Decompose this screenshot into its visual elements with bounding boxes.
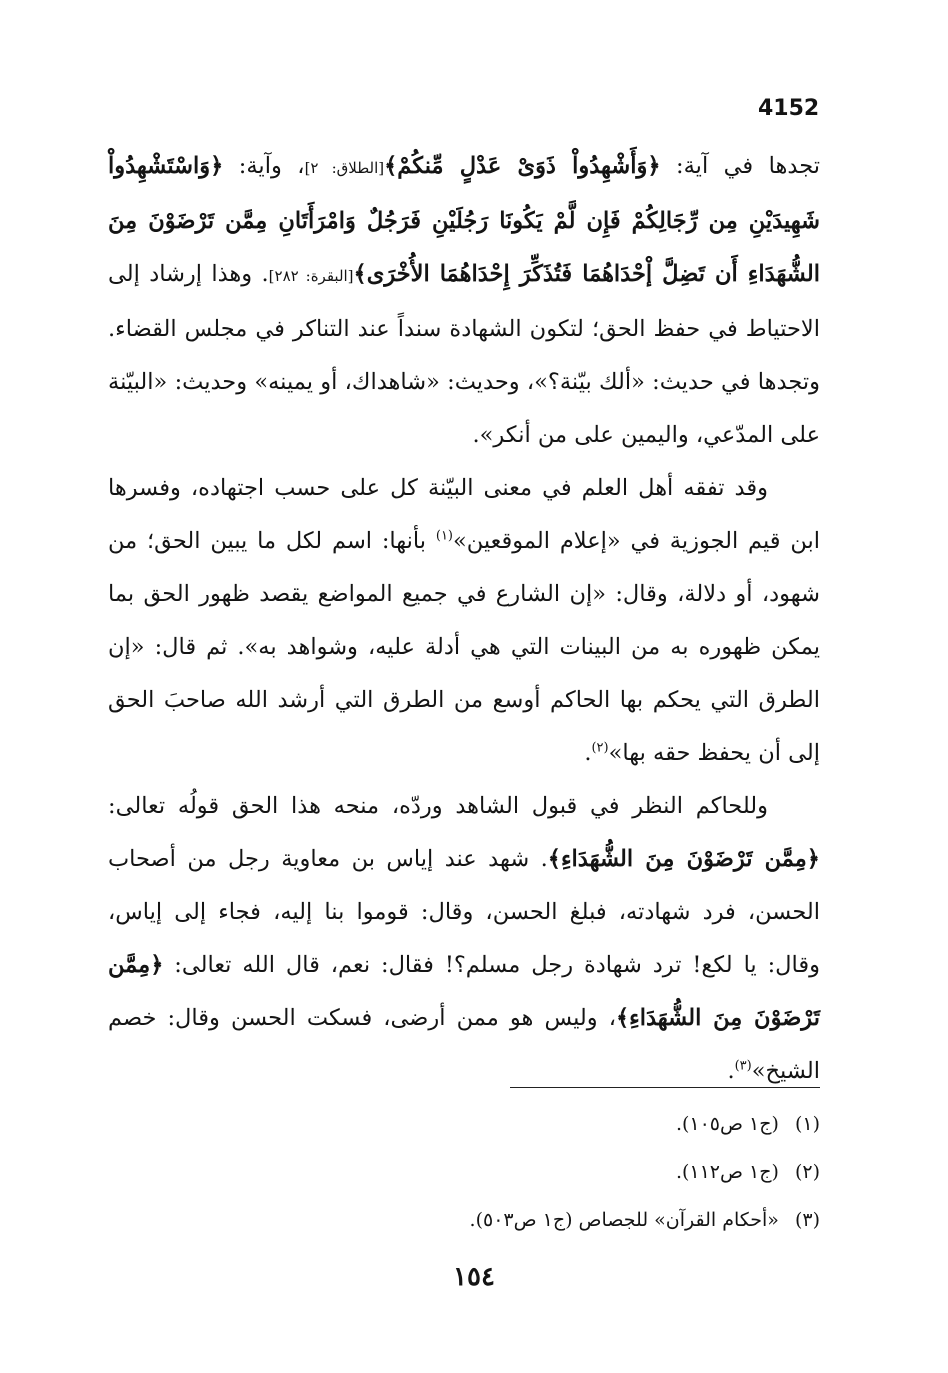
paragraph-text: بأنها: اسم لكل ما يبين الحق؛ من شهود، أو دلالة، وقال: «إن الشارع في جميع المواضع يقصد ظهور الحق بما يمكن ظهوره به من البينات التي هي أدلة عليه، وشواهد به». ثم قال: «إن الطرق التي يحكم بها الحاكم أوسع من الطرق التي أرشد الله صاحبَ الحق إلى أن يحفظ حقه بها» [108,528,820,766]
quran-verse: ﴿مِمَّن تَرْضَوْنَ مِنَ الشُّهَدَاءِ﴾ [108,952,820,1031]
paragraph [108,140,820,462]
footnote-number: (٣) [794,1209,820,1231]
footnote [300,1148,820,1196]
quran-verse: ﴿وَأَشْهِدُواْ ذَوَىْ عَدْلٍ مِّنكُمْ﴾ [384,153,661,179]
quran-verse: ﴿مِمَّن تَرْضَوْنَ مِنَ الشُّهَدَاءِ﴾ [547,846,820,872]
paragraph [108,462,820,780]
paragraph-text: . شهد عند إياس بن معاوية رجل من أصحاب الحسن، فرد شهادته، فبلغ الحسن، وقال: قوموا بنا إليه، فجاء إلى إياس، وقال: يا لكع! ترد شهادة رجل مسلم؟! فقال: نعم، قال الله تعالى: [108,846,820,978]
page-number: ١٥٤ [453,1262,495,1292]
page-id: 4152 [758,96,820,121]
footnote-text: (ج١ ص١٠٥). [675,1113,779,1135]
footnote-marker: (٢) [591,740,609,756]
paragraph-text: ، وليس هو ممن أرضى، فسكت الحسن وقال: خصم الشيخ» [108,1005,820,1084]
footnote-number: (٢) [794,1161,820,1183]
paragraph-text: وللحاكم النظر في قبول الشاهد وردّه، منحه هذا الحق قولُه تعالى: [108,793,768,819]
paragraph-text: . [727,1058,735,1084]
footnote-marker: (٣) [734,1058,752,1074]
footnote-text: (ج١ ص١١٢). [675,1161,779,1183]
footnote-divider [510,1087,820,1088]
paragraph [108,780,820,1098]
paragraph-text: ، وآية: [223,153,305,179]
paragraph-text: وقد تفقه أهل العلم في معنى البيّنة كل على حسب اجتهاده، وفسرها ابن قيم الجوزية في «إعلام الموقعين» [108,475,820,554]
body-text [108,140,820,1098]
footnote [300,1196,820,1244]
paragraph-text: تجدها في آية: [660,153,820,179]
paragraph-text: . [584,740,592,766]
quran-verse: ﴿وَاسْتَشْهِدُواْ شَهِيدَيْنِ مِن رِّجَالِكُمْ فَإِن لَّمْ يَكُونَا رَجُلَيْنِ فَرَجُلٌ وَامْرَأَتَانِ مِمَّن تَرْضَوْنَ مِنَ الشُّهَدَاءِ أَن تَضِلَّ إْحْدَاهُمَا فَتُذَكِّرَ إِحْدَاهُمَا الأُخْرَى﴾ [108,153,820,287]
footnote-text: «أحكام القرآن» للجصاص (ج١ ص٥٠٣). [469,1209,779,1231]
verse-reference: [البقرة: ٢٨٢] [268,267,354,285]
paragraph-text: . وهذا إرشاد إلى الاحتياط في حفظ الحق؛ لتكون الشهادة سنداً عند التناكر في مجلس القضاء. وتجدها في حديث: «ألك بيّنة؟»، وحديث: «شاهداك، أو يمينه» وحديث: «البيّنة على المدّعي، واليمين على من أنكر». [108,261,820,448]
footnote-number: (١) [794,1113,820,1135]
footnotes [300,1100,820,1244]
footnote-marker: (١) [435,528,453,544]
footnote [300,1100,820,1148]
verse-reference: [الطلاق: ٢] [304,159,385,177]
